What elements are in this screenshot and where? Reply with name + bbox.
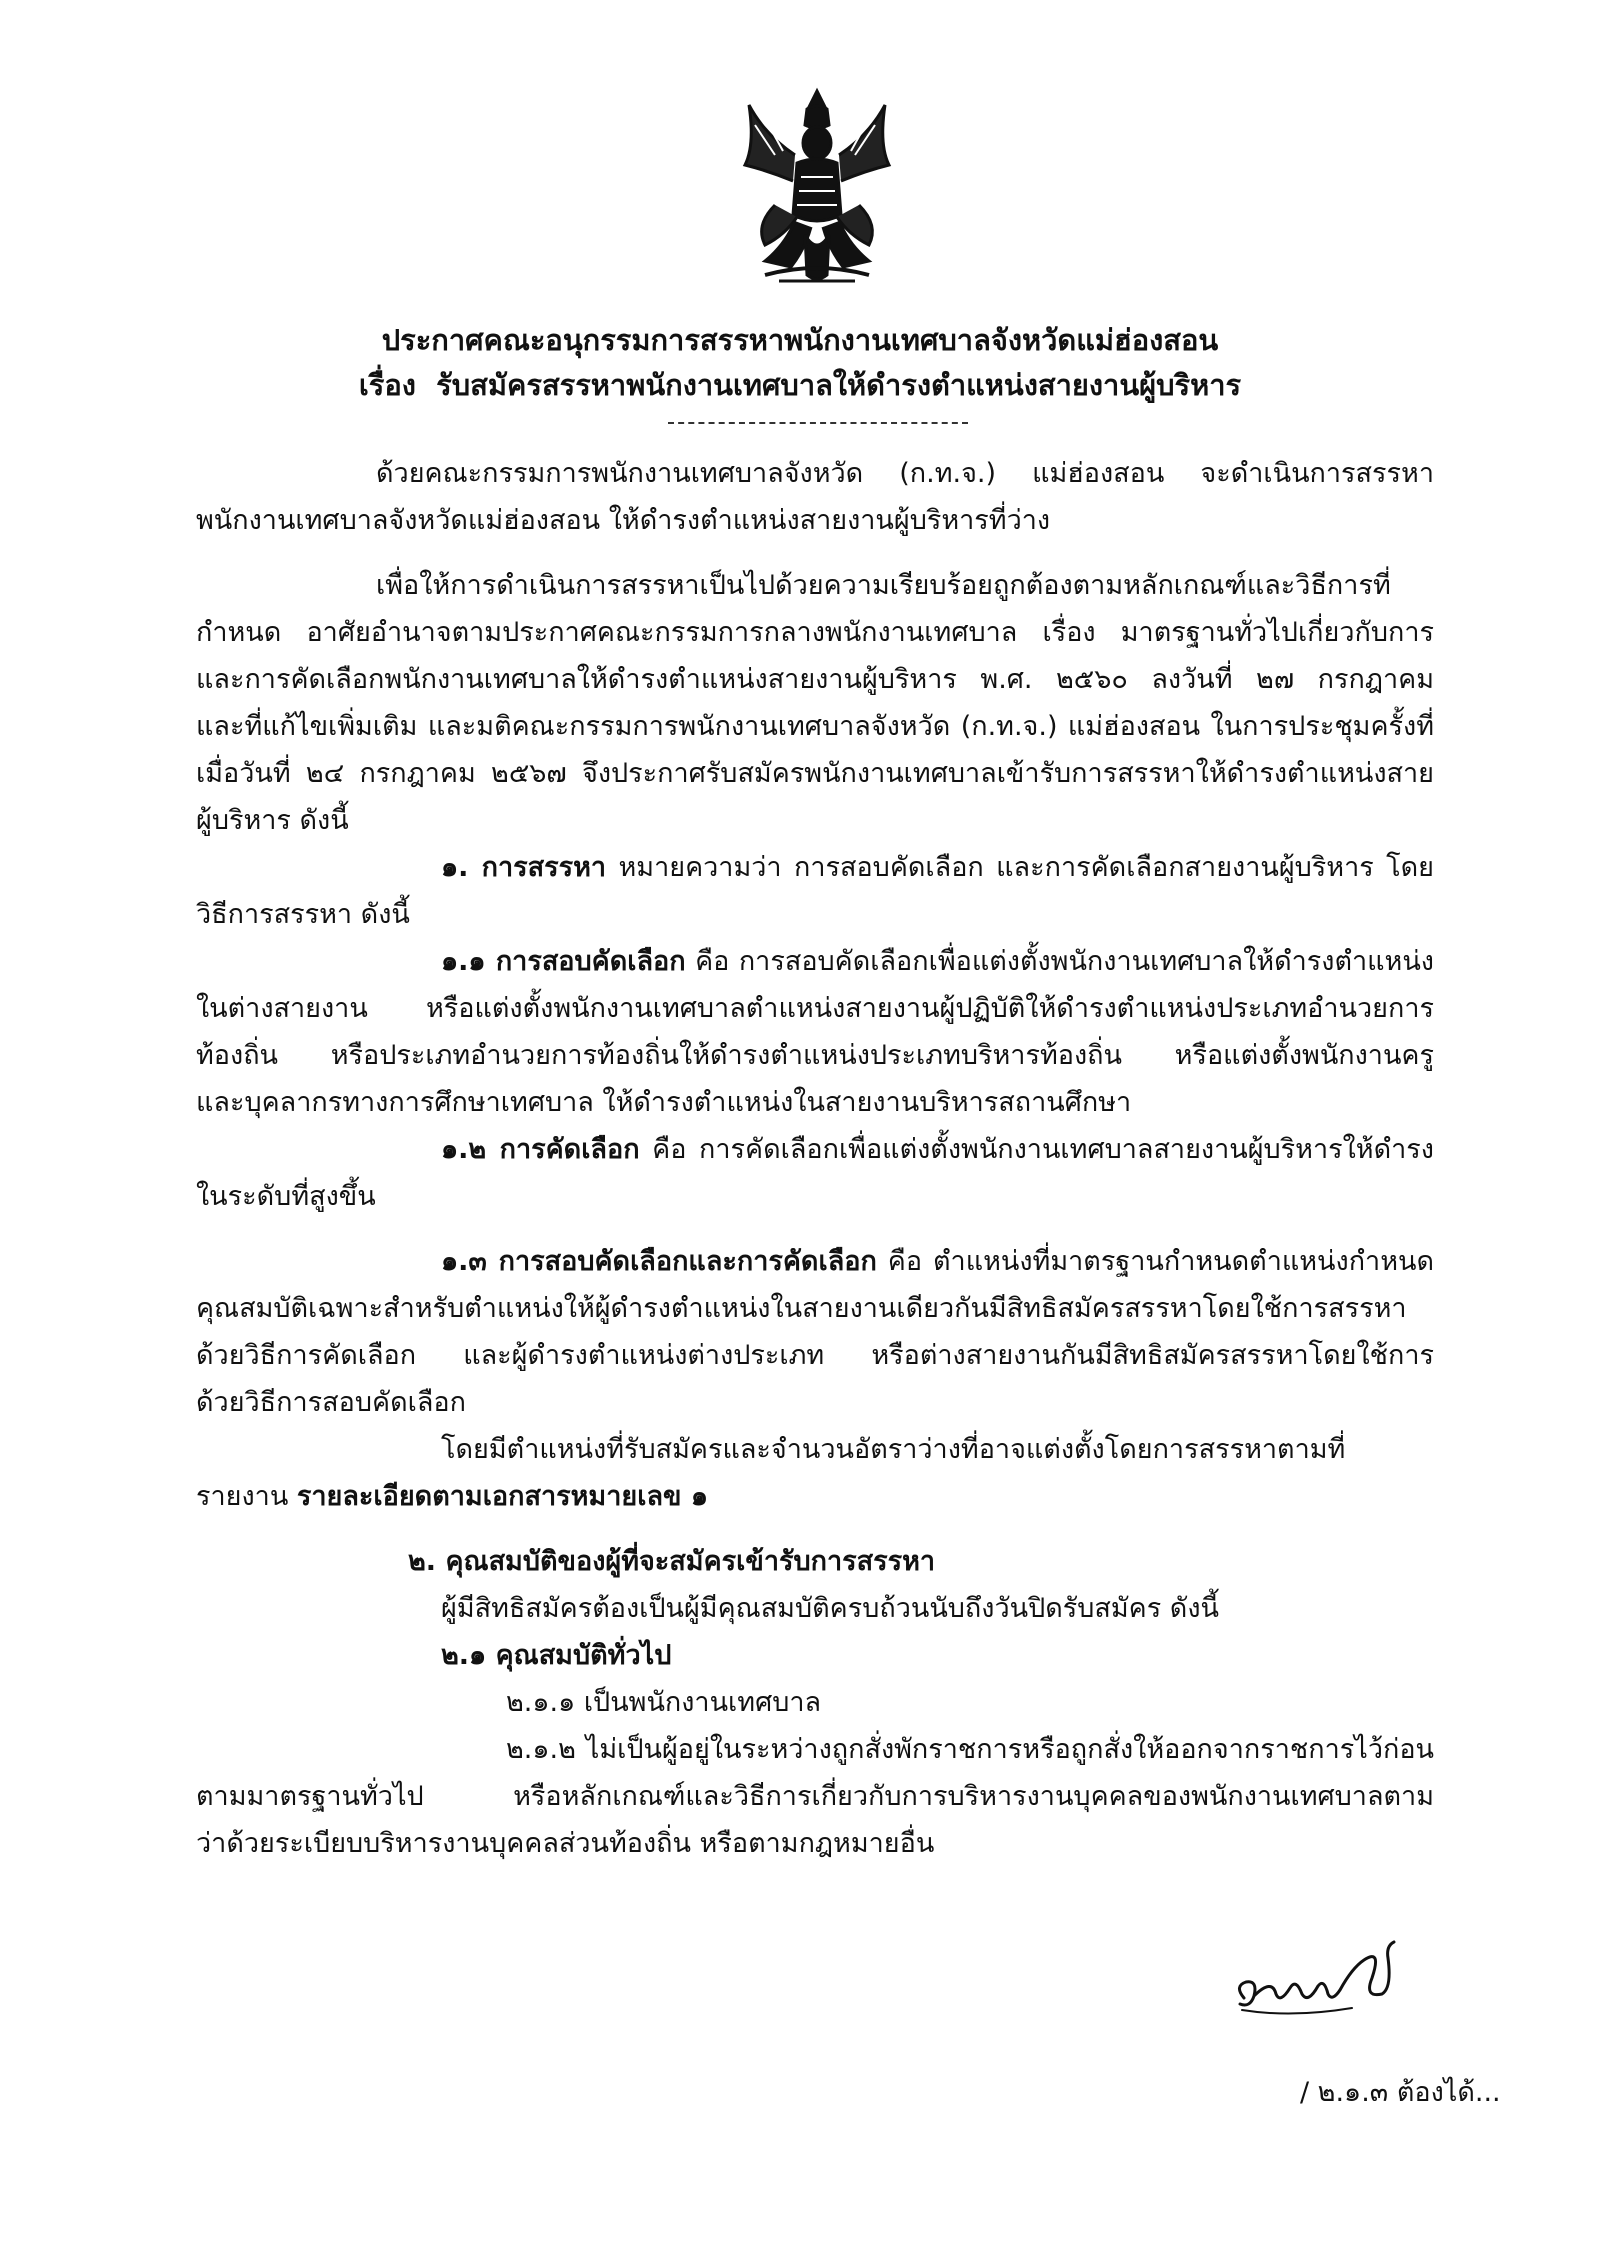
section2-heading: ๒. คุณสมบัติของผู้ที่จะสมัครเข้ารับการสรรหา — [408, 1546, 936, 1577]
section1-line: ๑. การสรรหา หมายความว่า การสอบคัดเลือก และการคัดเลือกสายงานผู้บริหาร โดย — [441, 852, 1434, 883]
document-body — [196, 450, 1434, 1867]
announcement-title: ประกาศคณะอนุกรรมการสรรหาพนักงานเทศบาลจังหวัดแม่ฮ่องสอน — [381, 323, 1219, 357]
section1-heading: ๑. การสรรหา — [441, 852, 607, 883]
section2-1-heading: ๒.๑ คุณสมบัติทั่วไป — [441, 1640, 672, 1671]
positions-line: โดยมีตำแหน่งที่รับสมัครและจำนวนอัตราว่างที่อาจแต่งตั้งโดยการสรรหาตามที่ — [441, 1434, 1346, 1465]
section1-3-line: คุณสมบัติเฉพาะสำหรับตำแหน่งให้ผู้ดำรงตำแหน่งในสายงานเดียวกันมีสิทธิสมัครสรรหาโดยใช้การสรรหา — [196, 1293, 1407, 1324]
positions-line: รายงาน รายละเอียดตามเอกสารหมายเลข ๑ — [196, 1481, 708, 1512]
section2-1-2-line: ว่าด้วยระเบียบบริหารงานบุคคลส่วนท้องถิ่น หรือตามกฎหมายอื่น — [196, 1828, 935, 1859]
section1-3-heading: ๑.๓ การสอบคัดเลือกและการคัดเลือก — [441, 1246, 877, 1277]
section2-1-1: ๒.๑.๑ เป็นพนักงานเทศบาล — [506, 1687, 822, 1718]
authority-line: เพื่อให้การดำเนินการสรรหาเป็นไปด้วยความเรียบร้อยถูกต้องตามหลักเกณฑ์และวิธีการที่ — [376, 570, 1391, 601]
section1-1-line: ท้องถิ่น หรือประเภทอำนวยการท้องถิ่นให้ดำรงตำแหน่งประเภทบริหารท้องถิ่น หรือแต่งตั้งพนักงานครู — [196, 1040, 1434, 1071]
section1-1-heading: ๑.๑ การสอบคัดเลือก — [441, 946, 686, 977]
section1-2-heading: ๑.๒ การคัดเลือก — [441, 1134, 640, 1165]
garuda-emblem-icon — [735, 85, 900, 290]
section2-1-2-line: ตามมาตรฐานทั่วไป หรือหลักเกณฑ์และวิธีการเกี่ยวกับการบริหารงานบุคคลของพนักงานเทศบาลตาม — [196, 1781, 1434, 1812]
section1-1-line: ๑.๑ การสอบคัดเลือก คือ การสอบคัดเลือกเพื่อแต่งตั้งพนักงานเทศบาลให้ดำรงตำแหน่ง — [441, 946, 1434, 977]
authority-line: กำหนด อาศัยอำนาจตามประกาศคณะกรรมการกลางพนักงานเทศบาล เรื่อง มาตรฐานทั่วไปเกี่ยวกับการ — [196, 617, 1434, 648]
section1-3-line: ด้วยวิธีการสอบคัดเลือก — [196, 1387, 466, 1418]
section2-1-2-line: ๒.๑.๒ ไม่เป็นผู้อยู่ในระหว่างถูกสั่งพักราชการหรือถูกสั่งให้ออกจากราชการไว้ก่อน — [506, 1734, 1434, 1765]
handwritten-signature-icon — [1232, 1938, 1412, 2028]
authority-line: และการคัดเลือกพนักงานเทศบาลให้ดำรงตำแหน่งสายงานผู้บริหาร พ.ศ. ๒๕๖๐ ลงวันที่ ๒๗ กรกฎาคม — [196, 664, 1434, 695]
subject-text: รับสมัครสรรหาพนักงานเทศบาลให้ดำรงตำแหน่งสายงานผู้บริหาร — [436, 368, 1242, 402]
subject-label: เรื่อง — [358, 368, 416, 402]
section1-1-line: ในต่างสายงาน หรือแต่งตั้งพนักงานเทศบาลตำแหน่งสายงานผู้ปฏิบัติให้ดำรงตำแหน่งประเภทอำนวยการ — [196, 993, 1434, 1024]
title-divider — [668, 422, 968, 424]
authority-line: ผู้บริหาร ดังนี้ — [196, 805, 349, 836]
intro-line: พนักงานเทศบาลจังหวัดแม่ฮ่องสอน ให้ดำรงตำแหน่งสายงานผู้บริหารที่ว่าง — [196, 505, 1051, 536]
intro-line: ด้วยคณะกรรมการพนักงานเทศบาลจังหวัด (ก.ท.จ.) แม่ฮ่องสอน จะดำเนินการสรรหา — [376, 458, 1434, 489]
announcement-subject — [0, 363, 1600, 407]
section1-3-line: ด้วยวิธีการคัดเลือก และผู้ดำรงตำแหน่งต่างประเภท หรือต่างสายงานกันมีสิทธิสมัครสรรหาโดยใช้การ — [196, 1340, 1434, 1371]
section1-2-line: ในระดับที่สูงขึ้น — [196, 1181, 376, 1212]
section1-3-line: ๑.๓ การสอบคัดเลือกและการคัดเลือก คือ ตำแหน่งที่มาตรฐานกำหนดตำแหน่งกำหนด — [441, 1246, 1434, 1277]
section1-2-line: ๑.๒ การคัดเลือก คือ การคัดเลือกเพื่อแต่งตั้งพนักงานเทศบาลสายงานผู้บริหารให้ดำรง — [441, 1134, 1434, 1165]
section1-line: วิธีการสรรหา ดังนี้ — [196, 899, 410, 930]
authority-line: เมื่อวันที่ ๒๔ กรกฎาคม ๒๕๖๗ จึงประกาศรับสมัครพนักงานเทศบาลเข้ารับการสรรหาให้ดำรงตำแหน่งสาย — [196, 758, 1434, 789]
attachment-reference: รายละเอียดตามเอกสารหมายเลข ๑ — [296, 1481, 708, 1512]
authority-line: และที่แก้ไขเพิ่มเติม และมติคณะกรรมการพนักงานเทศบาลจังหวัด (ก.ท.จ.) แม่ฮ่องสอน ในการประชุมครั้งที่ — [196, 711, 1434, 742]
continued-marker: / ๒.๑.๓ ต้องได้... — [1300, 2077, 1501, 2108]
section1-1-line: และบุคลากรทางการศึกษาเทศบาล ให้ดำรงตำแหน่งในสายงานบริหารสถานศึกษา — [196, 1087, 1132, 1118]
section2-intro: ผู้มีสิทธิสมัครต้องเป็นผู้มีคุณสมบัติครบถ้วนนับถึงวันปิดรับสมัคร ดังนี้ — [441, 1593, 1219, 1624]
